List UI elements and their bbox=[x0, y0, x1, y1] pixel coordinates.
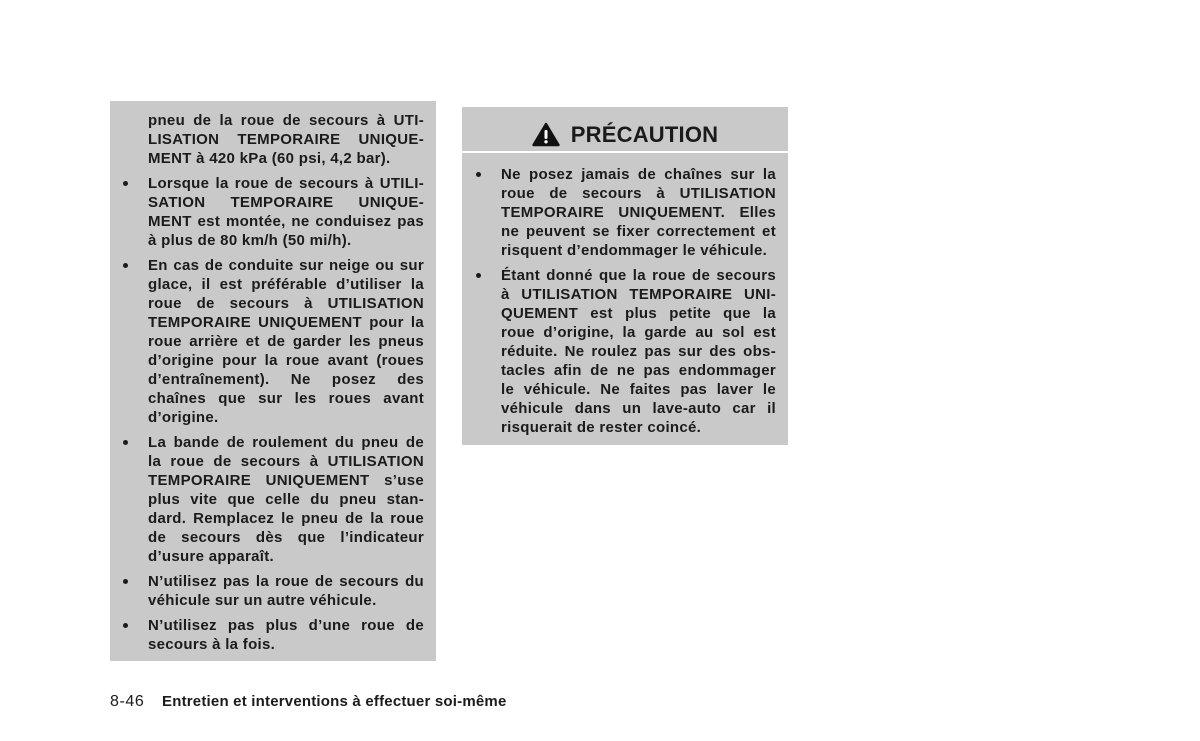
continued-paragraph bbox=[148, 111, 424, 168]
text-line: MENT à 420 kPa (60 psi, 4,2 bar). bbox=[148, 150, 391, 167]
text-line: la roue de secours à UTILISATION bbox=[148, 453, 424, 470]
bullet-item bbox=[501, 165, 776, 260]
text-line: N’utilisez pas la roue de secours du bbox=[148, 573, 424, 590]
text-line: le véhicule. Ne faites pas laver le bbox=[501, 381, 776, 398]
bullet-icon bbox=[123, 263, 128, 268]
text-line: réduite. Ne roulez pas sur des obs- bbox=[501, 343, 776, 360]
caution-title: PRÉCAUTION bbox=[570, 121, 719, 147]
caution-box bbox=[462, 107, 788, 445]
left-text-panel bbox=[110, 101, 436, 661]
text-line: dard. Remplacez le pneu de la roue bbox=[148, 510, 424, 527]
bullet-item bbox=[148, 433, 424, 566]
text-line: TEMPORAIRE UNIQUEMENT s’use bbox=[148, 472, 424, 489]
section-title: Entretien et interventions à effectuer soi-même bbox=[162, 693, 507, 710]
text-line: N’utilisez pas plus d’une roue de bbox=[148, 617, 424, 634]
text-line: MENT est montée, ne conduisez pas bbox=[148, 213, 424, 230]
bullet-icon bbox=[476, 273, 481, 278]
page-number: 8-46 bbox=[110, 693, 145, 710]
caution-header bbox=[462, 107, 788, 151]
warning-triangle-icon bbox=[532, 122, 560, 147]
text-line: plus vite que celle du pneu stan- bbox=[148, 491, 424, 508]
bullet-icon bbox=[123, 440, 128, 445]
text-line: secours à la fois. bbox=[148, 636, 276, 653]
text-line: roue de secours à UTILISATION bbox=[148, 295, 424, 312]
bullet-icon bbox=[476, 172, 481, 177]
text-line: TEMPORAIRE UNIQUEMENT pour la bbox=[148, 314, 424, 331]
text-line: d’entraînement). Ne posez des bbox=[148, 371, 424, 388]
bullet-item bbox=[148, 572, 424, 610]
text-line: véhicule sur un autre véhicule. bbox=[148, 592, 377, 609]
bullet-icon bbox=[123, 181, 128, 186]
text-line: pneu de la roue de secours à UTI- bbox=[148, 112, 424, 129]
page-footer bbox=[110, 692, 610, 712]
bullet-item bbox=[148, 256, 424, 427]
text-line: d’usure apparaît. bbox=[148, 548, 274, 565]
text-line: Étant donné que la roue de secours bbox=[501, 267, 776, 284]
caution-body bbox=[462, 153, 788, 445]
text-line: Ne posez jamais de chaînes sur la bbox=[501, 166, 776, 183]
text-line: d’origine pour la roue avant (roues bbox=[148, 352, 424, 369]
text-line: de secours dès que l’indicateur bbox=[148, 529, 424, 546]
text-line: roue d’origine, la garde au sol est bbox=[501, 324, 776, 341]
text-line: roue arrière et de garder les pneus bbox=[148, 333, 424, 350]
text-line: La bande de roulement du pneu de bbox=[148, 434, 424, 451]
text-line: En cas de conduite sur neige ou sur bbox=[148, 257, 424, 274]
text-line: glace, il est préférable d’utiliser la bbox=[148, 276, 424, 293]
text-line: à plus de 80 km/h (50 mi/h). bbox=[148, 232, 352, 249]
bullet-item bbox=[148, 174, 424, 250]
text-line: risquent d’endommager le véhicule. bbox=[501, 242, 768, 259]
text-line: TEMPORAIRE UNIQUEMENT. Elles bbox=[501, 204, 776, 221]
text-line: QUEMENT est plus petite que la bbox=[501, 305, 776, 322]
text-line: à UTILISATION TEMPORAIRE UNI- bbox=[501, 286, 776, 303]
text-line: SATION TEMPORAIRE UNIQUE- bbox=[148, 194, 424, 211]
text-line: véhicule dans un lave-auto car il bbox=[501, 400, 776, 417]
text-line: chaînes que sur les roues avant bbox=[148, 390, 424, 407]
text-line: risquerait de rester coincé. bbox=[501, 419, 702, 436]
bullet-icon bbox=[123, 623, 128, 628]
text-line: Lorsque la roue de secours à UTILI- bbox=[148, 175, 424, 192]
bullet-icon bbox=[123, 579, 128, 584]
text-line: LISATION TEMPORAIRE UNIQUE- bbox=[148, 131, 424, 148]
text-line: tacles afin de ne pas endommager bbox=[501, 362, 776, 379]
text-line: roue de secours à UTILISATION bbox=[501, 185, 776, 202]
bullet-item bbox=[501, 266, 776, 437]
text-line: ne peuvent se fixer correctement et bbox=[501, 223, 776, 240]
bullet-item bbox=[148, 616, 424, 654]
text-line: d’origine. bbox=[148, 409, 219, 426]
